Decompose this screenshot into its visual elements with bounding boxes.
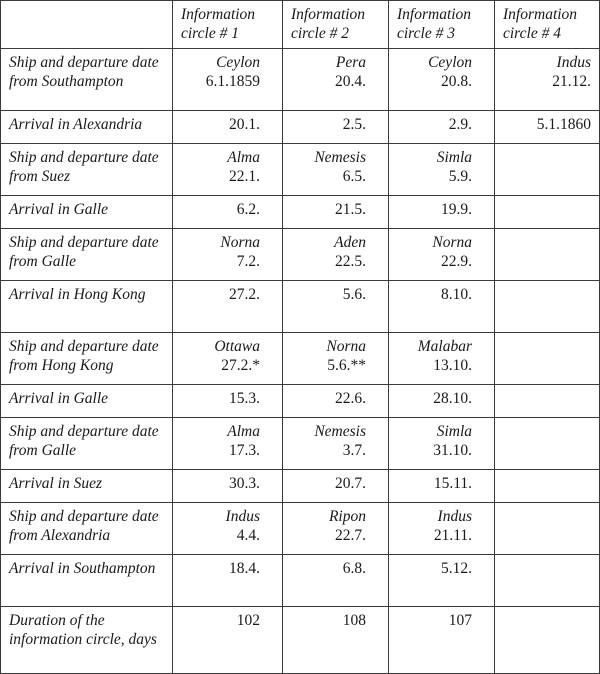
table-row (1, 555, 600, 607)
cell-value: 19.9. (441, 201, 472, 218)
ship-name: Pera (335, 54, 366, 71)
cell-value: 3.7. (342, 442, 366, 459)
cell-value: 31.10. (433, 442, 472, 459)
row-label: Arrival in Suez (1, 470, 173, 503)
table-cell (283, 281, 389, 333)
cell-value: 22.6. (335, 390, 366, 407)
cell-value: 15.11. (433, 475, 472, 492)
table-cell (495, 385, 600, 418)
table-cell (283, 49, 389, 111)
ship-name: Malabar (417, 338, 472, 355)
ship-name: Alma (227, 423, 260, 440)
table-cell (389, 607, 495, 674)
table-cell (495, 111, 600, 144)
cell-value: 108 (342, 612, 366, 629)
cell-value: 6.2. (236, 201, 260, 218)
ship-name: Simla (436, 149, 472, 166)
table-row (1, 333, 600, 385)
table-row (1, 607, 600, 674)
cell-value: 15.3. (229, 390, 260, 407)
corner-cell (1, 1, 173, 49)
table-cell (495, 49, 600, 111)
row-label: Ship and departure date from Galle (1, 229, 173, 281)
row-label: Ship and departure date from Southampton (1, 49, 173, 111)
cell-value: 5.9. (448, 168, 472, 185)
cell-value: 5.6.** (327, 357, 366, 374)
table-cell (283, 229, 389, 281)
table-cell (495, 418, 600, 470)
table-row (1, 49, 600, 111)
table-cell (389, 144, 495, 196)
table-cell (495, 555, 600, 607)
ship-name: Alma (227, 149, 260, 166)
table-cell (495, 333, 600, 385)
ship-name: Nemesis (314, 149, 366, 166)
row-label: Duration of the information circle, days (1, 607, 173, 674)
ship-name: Norna (326, 338, 366, 355)
table-cell (495, 144, 600, 196)
table-cell (173, 503, 283, 555)
table-row (1, 418, 600, 470)
table-cell (173, 144, 283, 196)
table-cell (283, 470, 389, 503)
ship-name: Ceylon (428, 54, 472, 71)
table-cell (283, 144, 389, 196)
column-header-circle-2: Information circle # 2 (283, 1, 389, 49)
cell-value: 7.2. (236, 253, 260, 270)
table-cell (173, 418, 283, 470)
table-cell (389, 111, 495, 144)
row-label: Arrival in Galle (1, 196, 173, 229)
table-cell (495, 470, 600, 503)
cell-value: 22.7. (335, 527, 366, 544)
cell-value: 22.9. (441, 253, 472, 270)
header-row (1, 1, 600, 49)
cell-value: 20.1. (229, 116, 260, 133)
row-label: Ship and departure date from Galle (1, 418, 173, 470)
cell-value: 21.12. (552, 73, 591, 90)
table-cell (389, 555, 495, 607)
table-cell (389, 333, 495, 385)
cell-value: 6.5. (342, 168, 366, 185)
table-cell (389, 281, 495, 333)
table-cell (173, 49, 283, 111)
table-row (1, 196, 600, 229)
row-label: Ship and departure date from Hong Kong (1, 333, 173, 385)
table-cell (283, 385, 389, 418)
cell-value: 8.10. (441, 286, 472, 303)
cell-value: 5.12. (441, 560, 472, 577)
cell-value: 2.9. (448, 116, 472, 133)
table-cell (173, 333, 283, 385)
table-cell (389, 503, 495, 555)
cell-value: 17.3. (229, 442, 260, 459)
table-cell (389, 418, 495, 470)
cell-value: 20.8. (441, 73, 472, 90)
ship-name: Simla (436, 423, 472, 440)
table-cell (173, 385, 283, 418)
table-body (1, 49, 600, 674)
table-cell (495, 229, 600, 281)
cell-value: 13.10. (433, 357, 472, 374)
cell-value: 20.7. (335, 475, 366, 492)
table-row (1, 503, 600, 555)
table-cell (173, 470, 283, 503)
table-cell (495, 281, 600, 333)
cell-value: 5.1.1860 (536, 116, 591, 133)
table-cell (283, 503, 389, 555)
row-label: Arrival in Hong Kong (1, 281, 173, 333)
ship-name: Norna (432, 234, 472, 251)
cell-value: 22.1. (229, 168, 260, 185)
table-cell (173, 555, 283, 607)
table-cell (283, 333, 389, 385)
table-cell (495, 607, 600, 674)
table-cell (495, 196, 600, 229)
table-cell (173, 111, 283, 144)
row-label: Arrival in Galle (1, 385, 173, 418)
table-cell (283, 111, 389, 144)
table-cell (495, 503, 600, 555)
table-cell (283, 418, 389, 470)
cell-value: 6.8. (342, 560, 366, 577)
cell-value: 5.6. (342, 286, 366, 303)
table-cell (389, 49, 495, 111)
cell-value: 27.2.* (221, 357, 260, 374)
ship-name: Norna (220, 234, 260, 251)
column-header-circle-1: Information circle # 1 (173, 1, 283, 49)
cell-value: 21.5. (335, 201, 366, 218)
cell-value: 107 (448, 612, 472, 629)
ship-name: Ceylon (216, 54, 260, 71)
table-cell (173, 607, 283, 674)
row-label: Arrival in Southampton (1, 555, 173, 607)
cell-value: 28.10. (433, 390, 472, 407)
cell-value: 21.11. (433, 527, 472, 544)
cell-value: 102 (236, 612, 260, 629)
ship-name: Ottawa (214, 338, 260, 355)
table-row (1, 281, 600, 333)
cell-value: 30.3. (229, 475, 260, 492)
table-cell (389, 470, 495, 503)
table-cell (389, 229, 495, 281)
ship-name: Indus (225, 508, 260, 525)
row-label: Ship and departure date from Suez (1, 144, 173, 196)
cell-value: 20.4. (335, 73, 366, 90)
ship-name: Indus (556, 54, 591, 71)
ship-name: Indus (437, 508, 472, 525)
table-cell (283, 607, 389, 674)
cell-value: 4.4. (236, 527, 260, 544)
ship-name: Ripon (328, 508, 366, 525)
cell-value: 27.2. (229, 286, 260, 303)
table-row (1, 385, 600, 418)
ship-name: Aden (334, 234, 366, 251)
table-cell (283, 196, 389, 229)
row-label: Ship and departure date from Alexandria (1, 503, 173, 555)
table-cell (173, 229, 283, 281)
cell-value: 22.5. (335, 253, 366, 270)
table-cell (173, 281, 283, 333)
table-row (1, 144, 600, 196)
table-row (1, 111, 600, 144)
ship-name: Nemesis (314, 423, 366, 440)
table-cell (283, 555, 389, 607)
table-cell (173, 196, 283, 229)
table-row (1, 229, 600, 281)
column-header-circle-3: Information circle # 3 (389, 1, 495, 49)
column-header-circle-4: Information circle # 4 (495, 1, 600, 49)
cell-value: 2.5. (342, 116, 366, 133)
table-cell (389, 196, 495, 229)
row-label: Arrival in Alexandria (1, 111, 173, 144)
table-row (1, 470, 600, 503)
cell-value: 6.1.1859 (205, 73, 260, 90)
table-cell (389, 385, 495, 418)
cell-value: 18.4. (229, 560, 260, 577)
